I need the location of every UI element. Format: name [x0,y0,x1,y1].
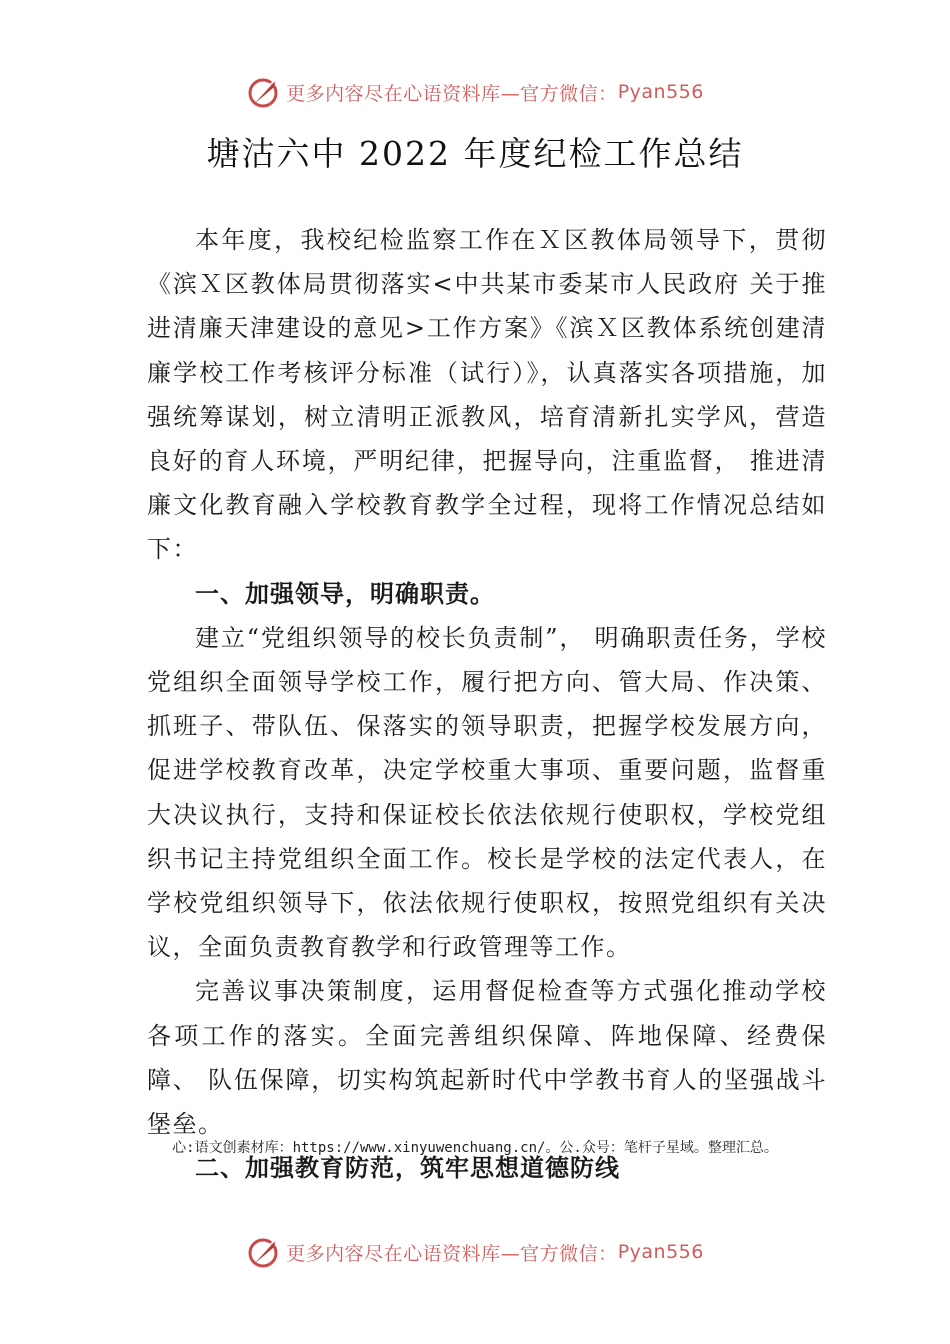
watermark-text-sep: —官方微信： [500,82,618,105]
quill-logo-icon [246,1234,282,1270]
intro-paragraph: 本年度，我校纪检监察工作在Ｘ区教体局领导下，贯彻《滨Ｘ区教体局贯彻落实<中共某市委某市人民政府 关于推进清廉天津建设的意见>工作方案》《滨Ｘ区教体系统创建清廉学校工作考核评分标准（试行）》，认真落实各项措施，加强统筹谋划，树立清明正派教风，培育清新扎实学风，营造良好的育人环境，严明纪律，把握导向，注重监督， 推进清廉文化教育融入学校教育教学全过程，现将工作情况总结如下： [147,226,827,564]
section-1-heading: 一、加强领导，明确职责。 [195,579,495,608]
watermark-text-id: Pyan556 [617,81,704,103]
source-footnote: 心:语文创素材库：https://www.xinyuwenchuang.cn/。公.众号：笔杆子星域。整理汇总。 [172,1140,778,1156]
watermark-text-id: Pyan556 [617,1241,704,1263]
quill-logo-icon [246,74,282,110]
document-body [147,218,827,1190]
watermark-top [0,72,950,112]
section-2-heading: 二、加强教育防范，筑牢思想道德防线 [195,1154,620,1183]
section-1-paragraph-2: 完善议事决策制度，运用督促检查等方式强化推动学校各项工作的落实。全面完善组织保障、阵地保障、经费保障、 队伍保障，切实构筑起新时代中学教书育人的坚强战斗堡垒。 [147,977,827,1139]
watermark-text-cn: 更多内容尽在心语资料库 [286,82,501,105]
watermark-text-sep: —官方微信： [500,1242,618,1265]
section-1-paragraph-1: 建立“党组织领导的校长负责制”， 明确职责任务，学校党组织全面领导学校工作，履行把方向、管大局、作决策、抓班子、带队伍、保落实的领导职责，把握学校发展方向， 促进学校教育改革，决定学校重大事项、重要问题，监督重大决议执行，支持和保证校长依法依规行使职权，学校党组织书记主持党组织全面工作。校长是学校的法定代表人，在学校党组织领导下，依法依规行使职权，按照党组织有关决议，全面负责教育教学和行政管理等工作。 [147,623,827,962]
document-title: 塘沽六中 2022 年度纪检工作总结 [206,134,744,173]
watermark-bottom [0,1232,950,1272]
watermark-text-cn: 更多内容尽在心语资料库 [286,1242,501,1265]
